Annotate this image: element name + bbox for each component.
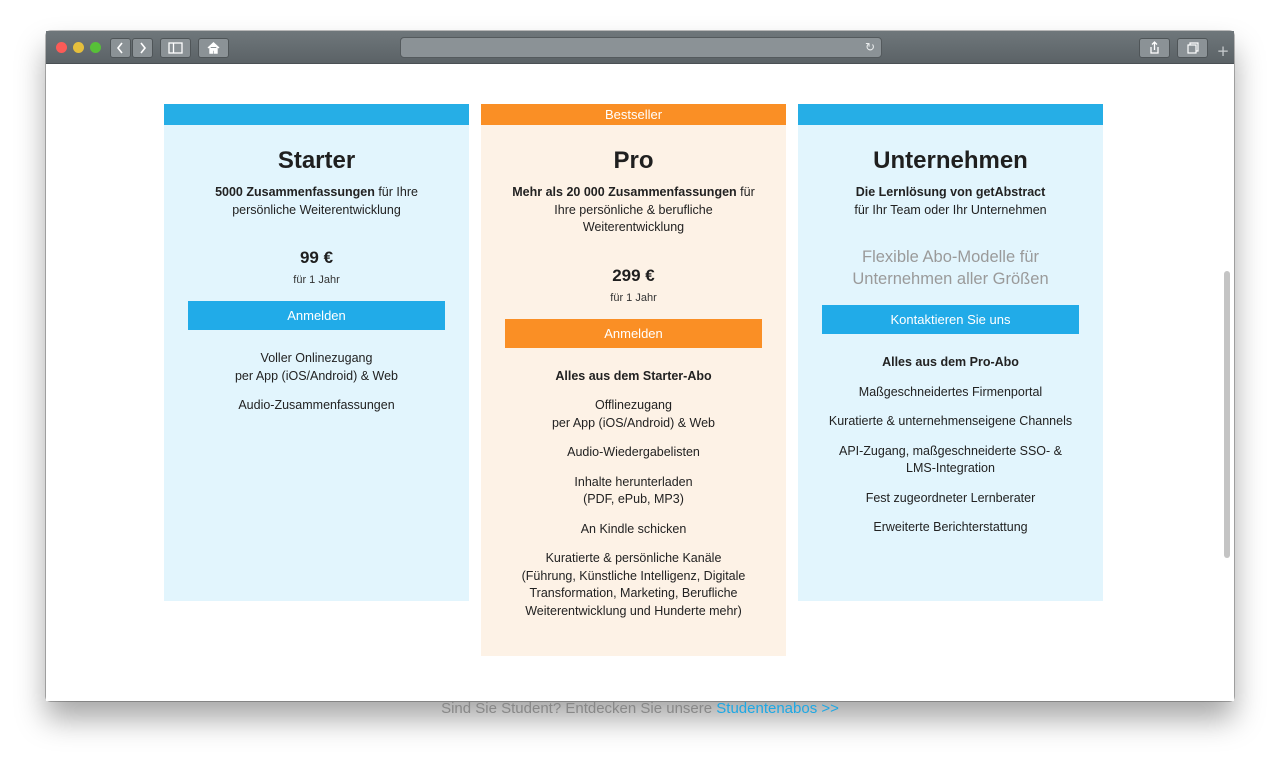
contact-us-button[interactable]: Kontaktieren Sie uns — [822, 305, 1079, 334]
plan-description — [798, 184, 1103, 219]
feature-item — [481, 521, 786, 539]
plan-description-rest: für Ihre persönliche & berufliche Weiterentwicklung — [554, 185, 755, 234]
plan-title: Starter — [277, 147, 356, 174]
feature-line: Weiterentwicklung und Hunderte mehr) — [525, 603, 742, 618]
feature-line: Voller Onlinezugang — [260, 351, 373, 365]
feature-item — [481, 444, 786, 462]
feature-line: Kuratierte & persönliche Kanäle — [545, 551, 722, 565]
close-window-button[interactable] — [56, 42, 67, 53]
minimize-window-button[interactable] — [73, 42, 84, 53]
share-button[interactable] — [1139, 38, 1170, 58]
forward-button[interactable] — [132, 38, 153, 58]
feature-item — [481, 397, 786, 432]
tabs-button[interactable] — [1177, 38, 1208, 58]
feature-line: Offlinezugang — [595, 398, 672, 412]
footer-text: Sind Sie Student? Entdecken Sie unsere — [441, 700, 717, 717]
plan-period: für 1 Jahr — [610, 291, 657, 304]
feature-line: API-Zugang, maßgeschneiderte SSO- & — [838, 443, 1063, 458]
feature-line: Audio-Wiedergabelisten — [567, 445, 700, 459]
feature-item — [798, 443, 1103, 478]
back-button[interactable] — [110, 38, 131, 58]
feature-line: (PDF, ePub, MP3) — [583, 492, 684, 506]
feature-item — [164, 397, 469, 415]
feature-line: Kuratierte & unternehmenseigene Channels — [828, 414, 1073, 428]
plan-description-bold: Die Lernlösung von getAbstract — [855, 185, 1046, 199]
feature-item — [481, 474, 786, 509]
new-tab-button[interactable] — [1212, 39, 1234, 63]
plus-icon: + — [1216, 42, 1230, 60]
feature-item — [798, 519, 1103, 537]
plan-description-rest: für Ihr Team oder Ihr Unternehmen — [854, 202, 1047, 217]
zoom-window-button[interactable] — [90, 42, 101, 53]
plan-period: für 1 Jahr — [293, 274, 340, 286]
home-icon — [199, 39, 228, 57]
page-content — [46, 64, 1234, 717]
bestseller-badge: Bestseller — [481, 104, 786, 125]
address-bar[interactable] — [400, 37, 882, 58]
student-footer — [46, 699, 1234, 719]
feature-item — [798, 490, 1103, 508]
feature-line: per App (iOS/Android) & Web — [551, 415, 716, 430]
feature-line: Transformation, Marketing, Berufliche — [529, 586, 738, 600]
features-heading: Alles aus dem Pro-Abo — [882, 355, 1019, 369]
plan-description-bold: 5000 Zusammenfassungen — [215, 185, 375, 199]
scrollbar[interactable] — [1224, 271, 1230, 558]
plan-header-bar — [798, 104, 1103, 125]
feature-line: per App (iOS/Android) & Web — [234, 368, 399, 383]
plan-price: 99 € — [299, 248, 334, 267]
plan-description — [481, 184, 786, 237]
pro-signup-button[interactable]: Anmelden — [505, 319, 762, 348]
features-heading: Alles aus dem Starter-Abo — [555, 368, 712, 383]
share-icon — [1140, 39, 1169, 57]
feature-line: LMS-Integration — [906, 461, 995, 475]
chevron-left-icon — [111, 39, 130, 57]
browser-toolbar — [46, 31, 1234, 64]
feature-item — [798, 413, 1103, 431]
flexible-plans-text: Flexible Abo-Modelle für Unternehmen aller Größen — [852, 248, 1049, 288]
feature-line: Audio-Zusammenfassungen — [238, 398, 395, 412]
plan-features — [798, 354, 1103, 537]
starter-signup-button[interactable]: Anmelden — [188, 301, 445, 330]
plan-title: Unternehmen — [873, 147, 1028, 174]
plan-description-rest: für Ihre persönliche Weiterentwicklung — [232, 185, 418, 217]
plan-header-bar — [164, 104, 469, 125]
feature-line: An Kindle schicken — [580, 521, 687, 536]
plan-card-enterprise — [798, 104, 1103, 601]
chevron-right-icon — [133, 39, 152, 57]
feature-line: Erweiterte Berichterstattung — [873, 520, 1028, 534]
plan-title: Pro — [613, 147, 654, 174]
student-plans-link[interactable]: Studentenabos >> — [716, 700, 839, 717]
sidebar-button[interactable] — [160, 38, 191, 58]
sidebar-icon — [161, 39, 190, 57]
feature-line: Inhalte herunterladen — [574, 474, 693, 489]
plan-card-starter — [164, 104, 469, 601]
plan-description-bold: Mehr als 20 000 Zusammenfassungen — [512, 185, 737, 199]
plan-price: 299 € — [612, 265, 655, 285]
plan-features — [481, 368, 786, 621]
feature-line: Maßgeschneidertes Firmenportal — [858, 384, 1043, 399]
feature-line: Fest zugeordneter Lernberater — [865, 490, 1036, 505]
feature-line: (Führung, Künstliche Intelligenz, Digitale — [521, 568, 746, 583]
feature-item — [481, 550, 786, 620]
plan-card-pro — [481, 104, 786, 656]
home-button[interactable] — [198, 38, 229, 58]
reload-icon[interactable]: ↻ — [864, 40, 875, 54]
plan-features — [164, 350, 469, 415]
feature-item — [798, 384, 1103, 402]
feature-item — [164, 350, 469, 385]
browser-window — [46, 31, 1234, 717]
plan-description — [164, 184, 469, 219]
tabs-icon — [1178, 39, 1207, 57]
